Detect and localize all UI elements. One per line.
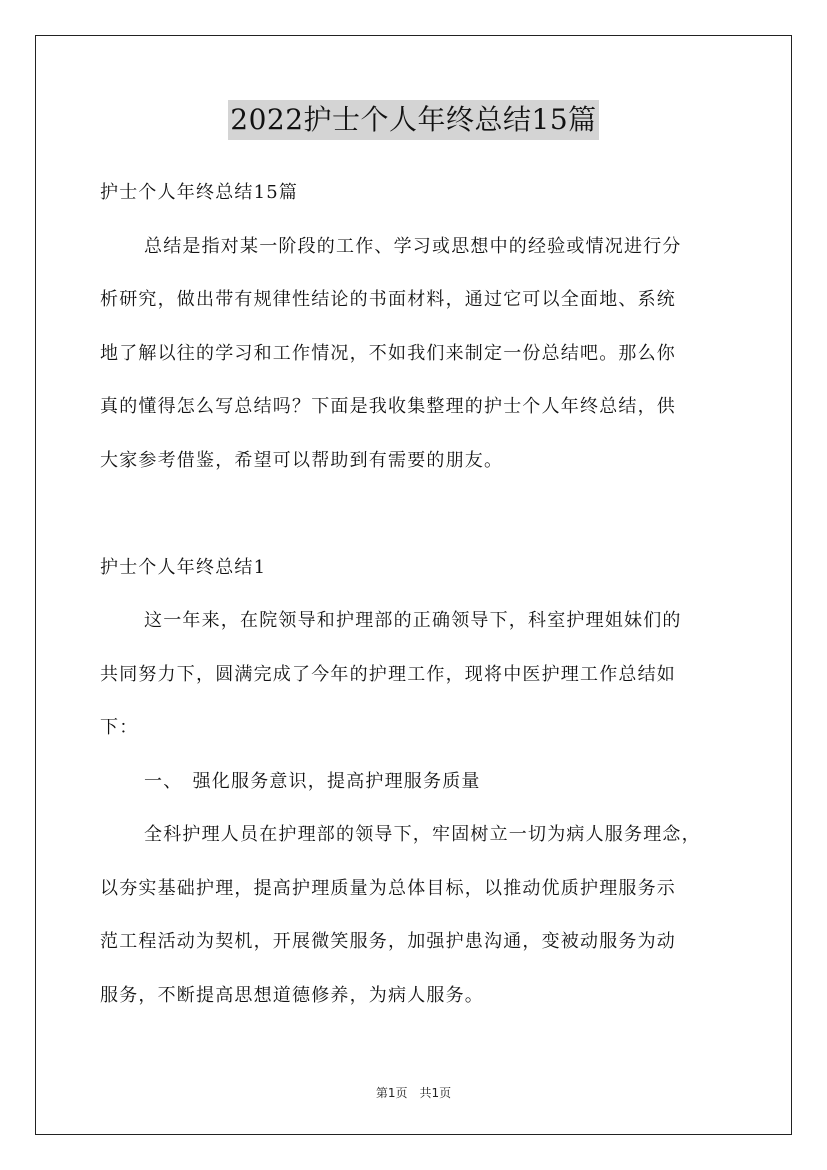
paragraph-line: 共同努力下，圆满完成了今年的护理工作，现将中医护理工作总结如 (100, 663, 676, 685)
paragraph-line: 地了解以往的学习和工作情况，不如我们来制定一份总结吧。那么你 (100, 342, 676, 364)
paragraph-line: 全科护理人员在护理部的领导下，牢固树立一切为病人服务理念， (144, 824, 701, 845)
paragraph-line: 总结是指对某一阶段的工作、学习或思想中的经验或情况进行分 (144, 235, 682, 257)
paragraph-line: 下： (100, 717, 139, 738)
paragraph-line: 大家参考借鉴，希望可以帮助到有需要的朋友。 (100, 449, 504, 471)
paragraph-line: 范工程活动为契机，开展微笑服务，加强护患沟通，变被动服务为动 (100, 931, 676, 952)
paragraph-spacer (100, 487, 740, 541)
paragraph-line: 析研究，做出带有规律性结论的书面材料，通过它可以全面地、系统 (100, 289, 676, 310)
subheading-line: 一、 强化服务意识，提高护理服务质量 (144, 770, 481, 792)
page-number: 第1页 共1页 (375, 1086, 452, 1100)
document-body (100, 166, 740, 1022)
section-heading-1: 护士个人年终总结1 (100, 556, 267, 578)
paragraph-line: 以夯实基础护理，提高护理质量为总体目标，以推动优质护理服务示 (100, 877, 676, 899)
page-footer (0, 1084, 827, 1101)
document-title-text: 2022护士个人年终总结15篇 (228, 100, 598, 140)
paragraph-line: 这一年来，在院领导和护理部的正确领导下，科室护理姐妹们的 (144, 610, 682, 631)
section-heading-intro: 护士个人年终总结15篇 (100, 182, 299, 203)
document-title (0, 100, 827, 140)
paragraph-line: 真的懂得怎么写总结吗？下面是我收集整理的护士个人年终总结，供 (100, 396, 676, 417)
paragraph-line: 服务，不断提高思想道德修养，为病人服务。 (100, 984, 484, 1006)
